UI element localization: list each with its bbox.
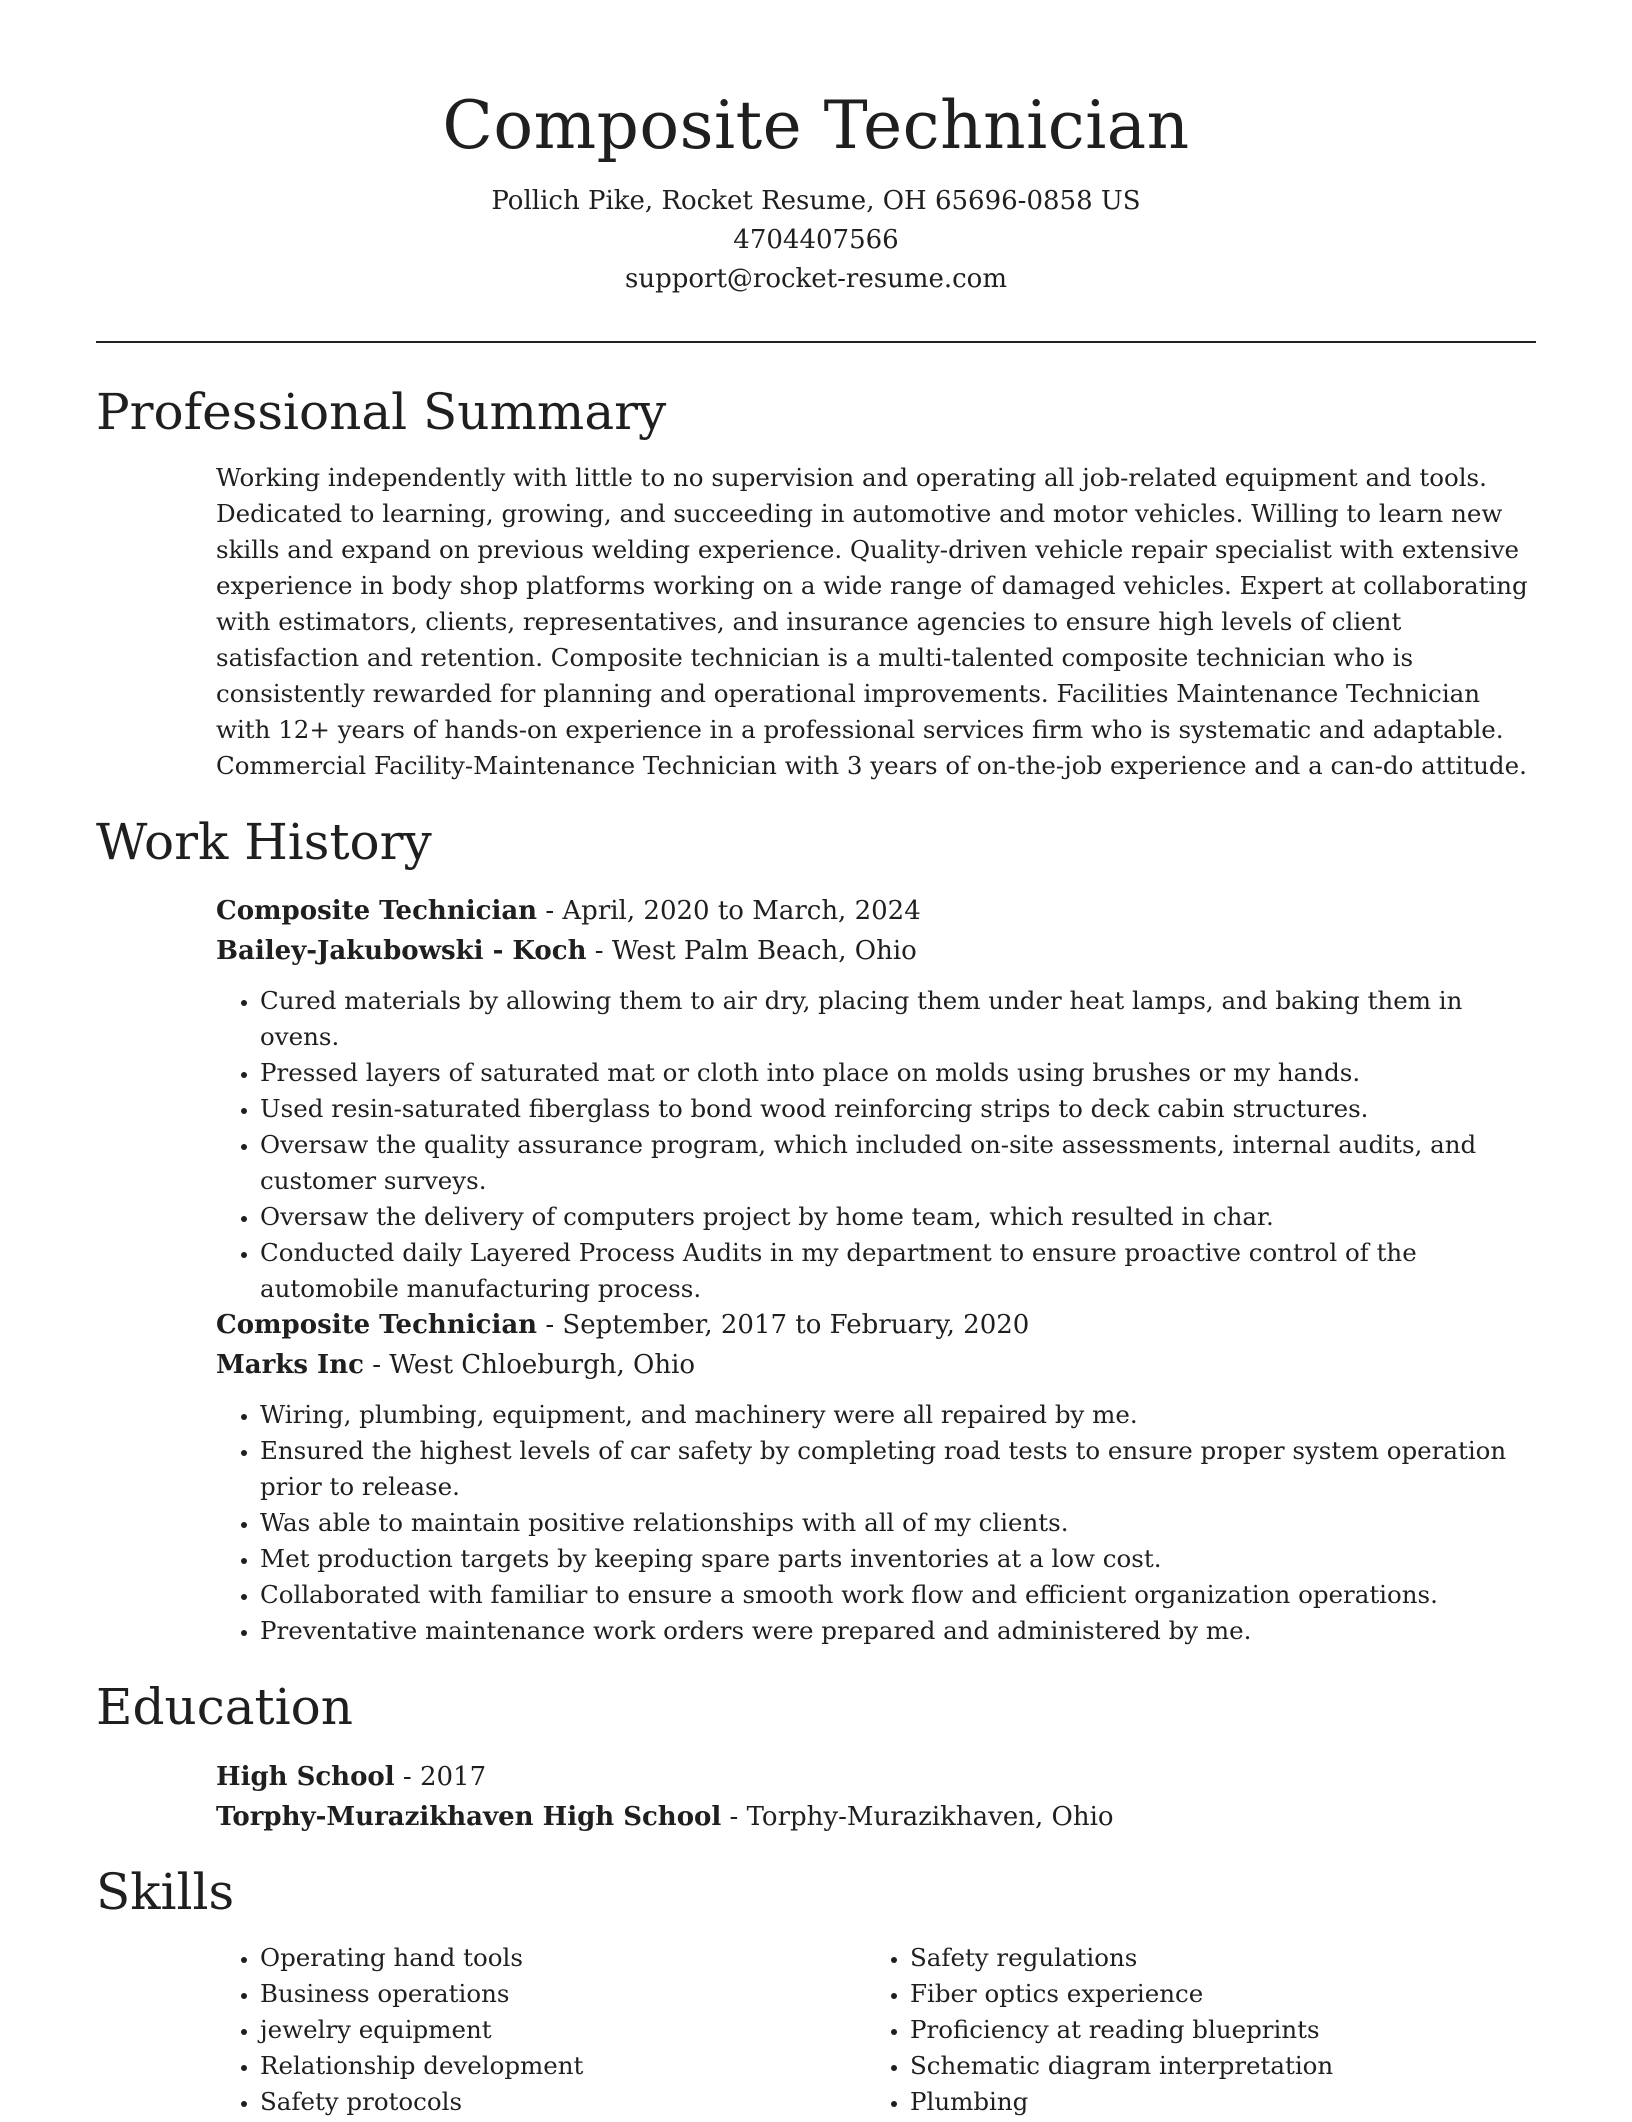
contact-block: [96, 182, 1536, 299]
job-bullet: • Used resin-saturated fiberglass to bond wood reinforcing strips to deck cabin structures.: [260, 1091, 1536, 1127]
skill-item: • Schematic diagram interpretation: [910, 2048, 1516, 2084]
education-entry: [216, 1757, 1536, 1837]
job-bullet: • Oversaw the delivery of computers project by home team, which resulted in char.: [260, 1199, 1536, 1235]
school-name: Torphy-Murazikhaven High School: [216, 1802, 722, 1832]
skill-item: • Business operations: [260, 1976, 866, 2012]
candidate-name: Composite Technician: [442, 87, 1190, 164]
skills-heading: Skills: [96, 1863, 235, 1921]
job-dates: - September, 2017 to February, 2020: [537, 1310, 1030, 1340]
resume-header: [96, 82, 1536, 299]
summary-section: [216, 460, 1536, 784]
job-company-line: [216, 931, 1536, 971]
job-bullet: • Oversaw the quality assurance program, which included on-site assessments, internal audits, and customer surveys.: [260, 1127, 1536, 1199]
skills-columns: [216, 1940, 1536, 2120]
job-company: Marks Inc: [216, 1350, 364, 1380]
job-entry: [216, 1305, 1536, 1649]
phone-text: 4704407566: [733, 225, 899, 255]
skill-item: • jewelry equipment: [260, 2012, 866, 2048]
education-heading: Education: [96, 1678, 353, 1736]
summary-heading: Professional Summary: [96, 383, 667, 441]
job-bullet: • Pressed layers of saturated mat or cloth into place on molds using brushes or my hands.: [260, 1055, 1536, 1091]
job-bullet: • Ensured the highest levels of car safety by completing road tests to ensure proper system operation prior to release.: [260, 1433, 1536, 1505]
school-location: - Torphy-Murazikhaven, Ohio: [721, 1802, 1114, 1832]
job-role: Composite Technician: [216, 896, 538, 926]
job-bullet: • Was able to maintain positive relationships with all of my clients.: [260, 1505, 1536, 1541]
header-divider: [96, 341, 1536, 343]
skill-item: • Safety regulations: [910, 1940, 1516, 1976]
job-bullet: • Met production targets by keeping spare parts inventories at a low cost.: [260, 1541, 1536, 1577]
job-title-line: [216, 1305, 1536, 1345]
job-bullets: [216, 1397, 1536, 1649]
skill-item: • Safety protocols: [260, 2084, 866, 2120]
job-title-line: [216, 891, 1536, 931]
job-bullet: • Cured materials by allowing them to air dry, placing them under heat lamps, and baking them in ovens.: [260, 983, 1536, 1055]
degree-name: High School: [216, 1762, 395, 1792]
skill-item: • Plumbing: [910, 2084, 1516, 2120]
job-bullet: • Conducted daily Layered Process Audits in my department to ensure proactive control of the automobile manufacturing process.: [260, 1235, 1536, 1307]
work-history-heading: Work History: [96, 813, 432, 871]
job-location: - West Chloeburgh, Ohio: [363, 1350, 696, 1380]
school-line: [216, 1797, 1536, 1837]
job-bullets: [216, 983, 1536, 1307]
skills-list: [866, 1940, 1516, 2120]
job-entry: [216, 891, 1536, 1307]
skill-item: • Relationship development: [260, 2048, 866, 2084]
job-company-line: [216, 1345, 1536, 1385]
skill-item: • Proficiency at reading blueprints: [910, 2012, 1516, 2048]
skills-column-right: [866, 1940, 1516, 2120]
job-location: - West Palm Beach, Ohio: [586, 936, 917, 966]
job-bullet: • Wiring, plumbing, equipment, and machinery were all repaired by me.: [260, 1397, 1536, 1433]
email-text: support@rocket-resume.com: [624, 264, 1007, 294]
skills-column-left: [216, 1940, 866, 2120]
job-company: Bailey-Jakubowski - Koch: [216, 936, 587, 966]
job-dates: - April, 2020 to March, 2024: [537, 896, 921, 926]
summary-text: Working independently with little to no supervision and operating all job-related equipment and tools. Dedicated to learning, growing, and succeeding in automotive and motor vehicles. Willing to learn new skills and expand on previous welding experience. Quality-driven vehicle repair specialist with extensive experience in body shop platforms working on a wide range of damaged vehicles. Expert at collaborating with estimators, clients, representatives, and insurance agencies to ensure high levels of client satisfaction and retention. Composite technician is a multi-talented composite technician who is consistently rewarded for planning and operational improvements. Facilities Maintenance Technician with 12+ years of hands-on experience in a professional services firm who is systematic and adaptable. Commercial Facility-Maintenance Technician with 3 years of on-the-job experience and a can-do attitude.: [216, 463, 1528, 780]
job-bullet: • Preventative maintenance work orders were prepared and administered by me.: [260, 1613, 1536, 1649]
skills-list: [216, 1940, 866, 2120]
degree-line: [216, 1757, 1536, 1797]
degree-year: - 2017: [394, 1762, 487, 1792]
job-role: Composite Technician: [216, 1310, 538, 1340]
skill-item: • Operating hand tools: [260, 1940, 866, 1976]
skills-section: [216, 1940, 1536, 2120]
address-text: Pollich Pike, Rocket Resume, OH 65696-0858 US: [491, 186, 1141, 216]
skill-item: • Fiber optics experience: [910, 1976, 1516, 2012]
job-bullet: • Collaborated with familiar to ensure a smooth work flow and efficient organization operations.: [260, 1577, 1536, 1613]
